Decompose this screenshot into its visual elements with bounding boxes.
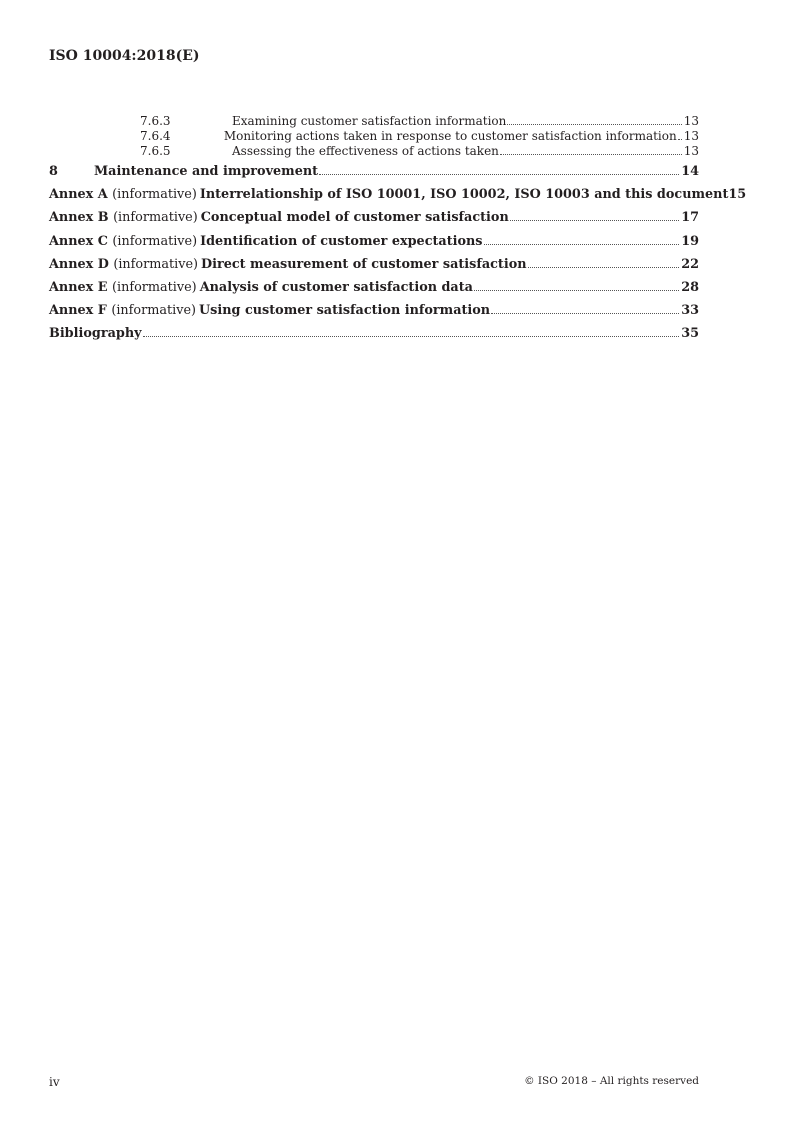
dot-leader <box>143 335 680 337</box>
toc-entry-annex-c[interactable] <box>49 233 699 256</box>
toc-entry-number: 7.6.3 <box>140 114 171 128</box>
toc-entry-7-6-3[interactable] <box>49 114 699 129</box>
toc-entry-number: 7.6.4 <box>140 129 171 143</box>
toc-entry-page: 13 <box>683 114 699 128</box>
toc-entry-page: 13 <box>683 144 699 158</box>
dot-leader <box>491 312 679 314</box>
dot-leader <box>484 243 680 245</box>
toc-entry-number: 7.6.5 <box>140 144 171 158</box>
document-header: ISO 10004:2018(E) <box>49 48 200 64</box>
annex-title: Direct measurement of customer satisfaction <box>201 256 527 272</box>
annex-label: Annex D <box>49 256 109 272</box>
dot-leader <box>507 123 681 125</box>
toc-entry-title: Examining customer satisfaction information <box>232 114 507 128</box>
dot-leader <box>510 219 679 221</box>
annex-title: Conceptual model of customer satisfaction <box>200 210 509 226</box>
toc-entry-annex-b[interactable] <box>49 209 699 232</box>
annex-title: Identification of customer expectations <box>200 233 483 249</box>
toc-entry-page: 13 <box>683 129 699 143</box>
toc-entry-title: Maintenance and improvement <box>94 164 319 179</box>
annex-label: Annex C <box>49 233 108 249</box>
annex-type: (informative) <box>112 233 198 249</box>
dot-leader <box>319 173 679 175</box>
annex-type: (informative) <box>113 210 198 226</box>
annex-title: Using customer satisfaction information <box>199 303 491 319</box>
toc-entry-title: Bibliography <box>49 326 142 342</box>
dot-leader <box>500 153 682 155</box>
toc-entry-page: 33 <box>681 303 699 319</box>
toc-entry-annex-f[interactable] <box>49 302 699 325</box>
toc-entry-number: 8 <box>49 164 58 179</box>
toc-entry-annex-e[interactable] <box>49 279 699 302</box>
toc-entry-annex-a[interactable] <box>49 186 747 209</box>
toc-entry-7-6-4[interactable] <box>49 129 699 144</box>
annex-type: (informative) <box>113 256 199 272</box>
table-of-contents <box>49 114 747 349</box>
toc-entry-bibliography[interactable] <box>49 325 699 348</box>
toc-entry-page: 14 <box>681 164 699 179</box>
toc-entry-7-6-5[interactable] <box>49 144 699 159</box>
annex-label: Annex A <box>49 187 108 203</box>
toc-entry-clause-8[interactable] <box>49 163 699 186</box>
annex-type: (informative) <box>111 303 197 319</box>
annex-type: (informative) <box>112 279 197 295</box>
toc-entry-page: 28 <box>681 279 699 295</box>
toc-entry-page: 17 <box>681 210 699 226</box>
toc-entry-title: Monitoring actions taken in response to customer satisfaction information <box>223 129 677 143</box>
page-number: iv <box>49 1075 60 1089</box>
copyright-notice: © ISO 2018 – All rights reserved <box>524 1075 699 1087</box>
annex-title: Interrelationship of ISO 10001, ISO 10002, ISO 10003 and this document <box>199 187 729 203</box>
dot-leader <box>528 266 680 268</box>
toc-entry-page: 19 <box>681 233 699 249</box>
dot-leader <box>678 138 682 140</box>
toc-entry-title: Assessing the effectiveness of actions taken <box>232 144 499 158</box>
annex-label: Annex F <box>49 303 107 319</box>
annex-label: Annex B <box>49 210 109 226</box>
dot-leader <box>474 289 679 291</box>
annex-title: Analysis of customer satisfaction data <box>199 279 473 295</box>
toc-entry-page: 15 <box>728 187 747 203</box>
toc-entry-page: 22 <box>681 256 699 272</box>
toc-entry-annex-d[interactable] <box>49 256 699 279</box>
annex-type: (informative) <box>112 187 197 203</box>
toc-entry-page: 35 <box>681 326 699 342</box>
annex-label: Annex E <box>49 279 108 295</box>
